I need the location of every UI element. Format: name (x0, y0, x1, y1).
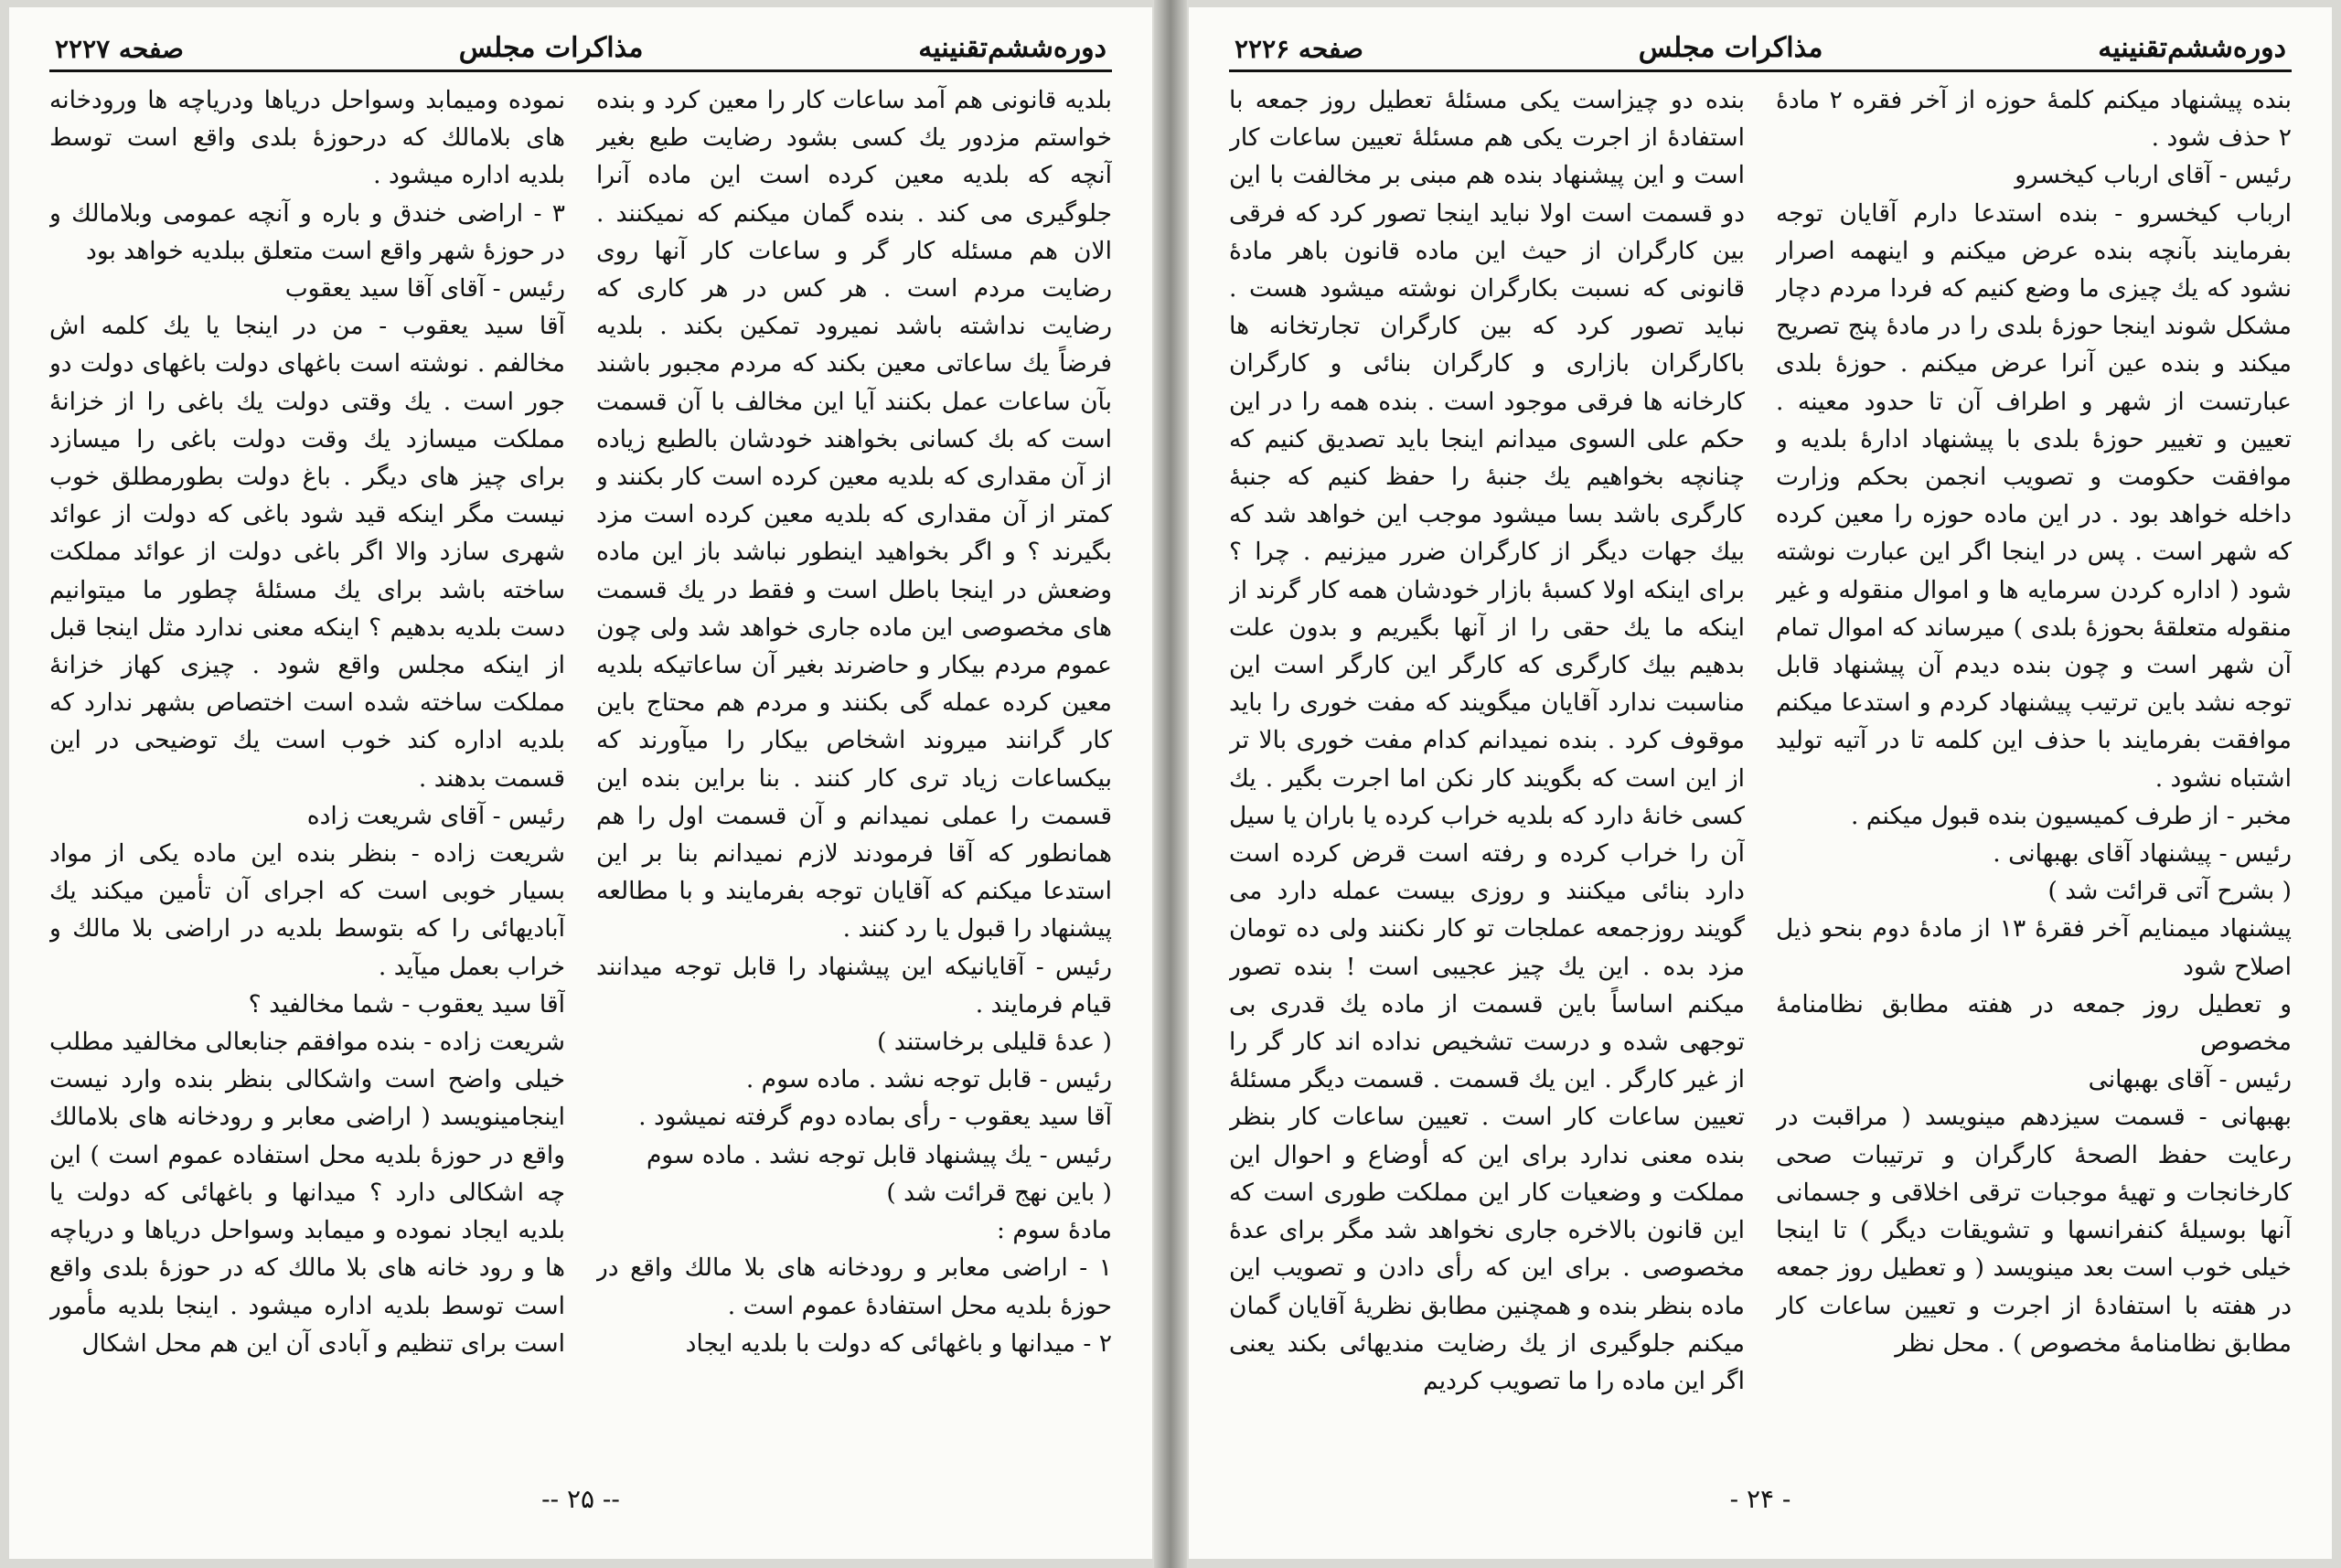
left-page-title: مذاکرات مجلس (458, 32, 644, 64)
left-page-number: -- ۲۵ -- (541, 1484, 620, 1514)
right-page-column-left-text: بنده دو چیزاست یکی مسئلهٔ تعطیل روز جمعه با استفادهٔ از اجرت یکی هم مسئلهٔ تعیین ساعات کار است و این پیشنهاد بنده هم مبنی بر مخالفت با این دو قسمت است اولا نباید اینجا تصور کرد که فرقی بین کارگران از حیث این ماده قانون باهر مادهٔ قانونی که نسبت بکارگران نوشته میشود هست . نباید تصور کرد که بین کارگران تجارتخانه ها باکارگران بازاری و کارگران بنائی و کارگران کارخانه ها فرقی موجود است . بنده همه را در این حکم علی السوی میدانم اینجا باید تصدیق کنیم که چنانچه بخواهیم یك جنبهٔ را حفظ کنیم که جنبهٔ کارگری باشد بسا میشود موجب این خواهد شد که بیك جهات دیگر از کارگران ضرر میزنیم . چرا ؟ برای اینکه اولا کسبهٔ بازار خودشان همه کار گرند از اینکه ما یك حقی را از آنها بگیریم و بدون علت بدهیم بیك کارگری که کارگر این کارگر است این مناسبت ندارد آقایان میگویند که مفت خوری را باید موقوف کرد . بنده نمیدانم کدام مفت خوری بالا تر از این است که بگویند کار نکن اما اجرت بگیر . یك کسی خانهٔ دارد که بلدیه خراب کرده یا باران یا سیل آن را خراب کرده و رفته است قرض کرده است دارد بنائی میکنند و روزی بیست عمله دارد می گویند روزجمعه عملجات تو کار نکنند ولی ده تومان مزد بده . این یك چیز عجیبی است ! بنده تصور میکنم اساساً باین قسمت از ماده یك قدری بی توجهی شده و درست تشخیص نداده اند کار گر را از غیر کارگر . این یك قسمت . قسمت دیگر مسئلهٔ تعیین ساعات کار است . تعیین ساعات کار بنظر بنده معنی ندارد برای این که أوضاع و احوال این مملکت و وضعیات کار این مملکت طوری است که این قانون بالاخره جاری نخواهد شد مگر برای عدهٔ مخصوصی . برای این که رأی دادن و تصویب این ماده بنظر بنده و همچنین مطابق نظریهٔ آقایان گمان میکنم جلوگیری از یك رضایت مندیهائی بکند یعنی اگر این ماده را ما تصویب کردیم (1229, 86, 1745, 1395)
right-session-label: دوره‌ششم‌تقنینیه (2098, 32, 2286, 64)
left-page (9, 7, 1152, 1559)
left-session-label: دوره‌ششم‌تقنینیه (918, 32, 1106, 64)
right-page-number: - ۲۴ - (1729, 1484, 1791, 1514)
left-page-label: صفحه ۲۲۲۷ (55, 34, 184, 64)
right-page-columns (1229, 81, 2292, 1471)
right-page-column-left (1229, 81, 1745, 1471)
right-page-column-right-text: بنده پیشنهاد میکنم کلمهٔ حوزه از آخر فقره ۲ مادهٔ ۲ حذف شود . رئیس - آقای ارباب کیخسرو ارباب کیخسرو - بنده استدعا دارم آقایان توجه بفرمایند بآنچه بنده عرض میکنم و اینهمه اصرار نشود که یك چیزی ما وضع کنیم که فردا مردم دچار مشکل شوند اینجا حوزهٔ بلدی را در مادهٔ پنج تصریح میکند و بنده عین آنرا عرض میکنم . حوزهٔ بلدی عبارتست از شهر و اطراف آن تا حدود معینه . تعیین و تغییر حوزهٔ بلدی با پیشنهاد ادارهٔ بلدیه و موافقت حکومت و تصویب انجمن بحکم وزارت داخله خواهد بود . در این ماده حوزه را معین کرده که شهر است . پس در اینجا اگر این عبارت نوشته شود ( اداره کردن سرمایه ها و اموال منقوله و غیر منقوله متعلقهٔ بحوزهٔ بلدی ) میرساند که اموال تمام آن شهر است و چون بنده دیدم آن پیشنهاد قابل توجه نشد باین ترتیب پیشنهاد کردم و استدعا میکنم موافقت بفرمایند با حذف این کلمه تا در آتیه تولید اشتباه نشود . مخبر - از طرف کمیسیون بنده قبول میکنم . رئیس - پیشنهاد آقای بهبهانی . ( بشرح آتی قرائت شد ) پیشنهاد میمنایم آخر فقرهٔ ۱۳ از مادهٔ دوم بنحو ذیل اصلاح شود و تعطیل روز جمعه در هفته مطابق نظامنامهٔ مخصوص رئیس - آقای بهبهانی بهبهانی - قسمت سیزدهم مینویسد ( مراقبت در رعایت حفظ الصحهٔ کارگران و ترتیبات صحی کارخانجات و تهیهٔ موجبات ترقی اخلاقی و جسمانی آنها بوسیلهٔ کنفرانسها و تشویقات دیگر ) تا اینجا خیلی خوب است بعد مینویسد ( و تعطیل روز جمعه در هفته با استفادهٔ از اجرت و تعیین ساعات کار مطابق نظامنامهٔ مخصوص ) . محل نظر (1776, 86, 2292, 1358)
right-page-label: صفحه ۲۲۲۶ (1235, 34, 1363, 64)
left-page-header (49, 24, 1112, 72)
right-page (1189, 7, 2332, 1559)
left-page-column-right (596, 81, 1112, 1471)
left-page-column-right-text: بلدیه قانونی هم آمد ساعات کار را معین کرد و بنده خواستم مزدور یك کسی بشود رضایت طبع بغیر آنچه که بلدیه معین کرده است این ماده آنرا جلوگیری می کند . بنده گمان میکنم که نمیکنند . الان هم مسئله کار گر و ساعات کار آنها روی رضایت مردم است . هر کس در هر کاری که رضایت نداشته باشد نمیرود تمکین بکند . بلدیه فرضاً یك ساعاتی معین بکند که مردم مجبور باشند بآن ساعات عمل بکنند آیا این مخالف با آن قسمت است که بك کسانی بخواهند خودشان بالطبع زیاده از آن مقداری که بلدیه معین کرده است کار بکنند و کمتر از آن مقداری که بلدیه معین کرده است مزد بگیرند ؟ و اگر بخواهید اینطور نباشد باز این ماده وضعش در اینجا باطل است و فقط در یك قسمت های مخصوصی این ماده جاری خواهد شد ولی چون عموم مردم بیکار و حاضرند بغیر آن ساعاتیکه بلدیه معین کرده عمله گی بکنند و مردم هم محتاج باین کار گرانند میروند اشخاص بیکار را میآورند که بیکساعات زیاد تری کار کنند . بنا براین بنده این قسمت را عملی نمیدانم و آن قسمت اول را هم همانطور که آقا فرمودند لازم نمیدانم بنا بر این استدعا میکنم که آقایان توجه بفرمایند و با مطالعه پیشنهاد را قبول یا رد کنند . رئیس - آقایانیکه این پیشنهاد را قابل توجه میدانند قیام فرمایند . ( عدهٔ قلیلی برخاستند ) رئیس - قابل توجه نشد . ماده سوم . آقا سید یعقوب - رأی بماده دوم گرفته نمیشود . رئیس - یك پیشنهاد قابل توجه نشد . ماده سوم ( باین نهج قرائت شد ) مادهٔ سوم : ۱ - اراضی معابر و رودخانه های بلا مالك واقع در حوزهٔ بلدیه محل استفادهٔ عموم است . ۲ - میدانها و باغهائی که دولت با بلدیه ایجاد (596, 86, 1112, 1358)
right-page-title: مذاکرات مجلس (1638, 32, 1823, 64)
book-gutter (1154, 0, 1187, 1568)
right-page-column-right (1776, 81, 2292, 1471)
left-page-column-left (49, 81, 565, 1471)
left-page-column-left-text: نموده ومیمابد وسواحل دریاها ودریاچه ها ورودخانه های بلامالك که درحوزهٔ بلدی واقع است توسط بلدیه اداره میشود . ۳ - اراضی خندق و باره و آنچه عمومی وبلامالك و در حوزهٔ شهر واقع است متعلق ببلدیه خواهد بود رئیس - آقای آقا سید یعقوب آقا سید یعقوب - من در اینجا یا یك کلمه اش مخالفم . نوشته است باغهای دولت باغهای دولت دو جور است . یك وقتی دولت یك باغی را از خزانهٔ مملکت میسازد یك وقت دولت باغی را میسازد برای چیز های دیگر . باغ دولت بطورمطلق خوب نیست مگر اینکه قید شود باغی که دولت از عوائد شهری سازد والا اگر باغی دولت از عوائد مملکت ساخته باشد برای یك مسئلهٔ چطور ما میتوانیم دست بلدیه بدهیم ؟ اینکه معنی ندارد مثل اینجا قبل از اینکه مجلس واقع شود . چیزی کهاز خزانهٔ مملکت ساخته شده است اختصاص بشهر ندارد که بلدیه اداره کند خوب است یك توضیحی در این قسمت بدهند . رئیس - آقای شریعت زاده شریعت زاده - بنظر بنده این ماده یکی از مواد بسیار خوبی است که اجرای آن تأمین میکند یك آبادیهائی را که بتوسط بلدیه در اراضی بلا مالك و خراب بعمل میآید . آقا سید یعقوب - شما مخالفید ؟ شریعت زاده - بنده موافقم جنابعالی مخالفید مطلب خیلی واضح است واشکالی بنظر بنده وارد نیست اینجامینویسد ( اراضی معابر و رودخانه های بلامالك واقع در حوزهٔ بلدیه محل استفاده عموم است ) این چه اشکالی دارد ؟ میدانها و باغهائی که دولت یا بلدیه ایجاد نموده و میمابد وسواحل دریاها و دریاچه ها و رود خانه های بلا مالك که در حوزهٔ بلدی واقع است توسط بلدیه اداره میشود . اینجا بلدیه مأمور است برای تنظیم و آبادی آن این هم محل اشکال (49, 86, 565, 1358)
left-page-columns (49, 81, 1112, 1471)
right-page-header (1229, 24, 2292, 72)
